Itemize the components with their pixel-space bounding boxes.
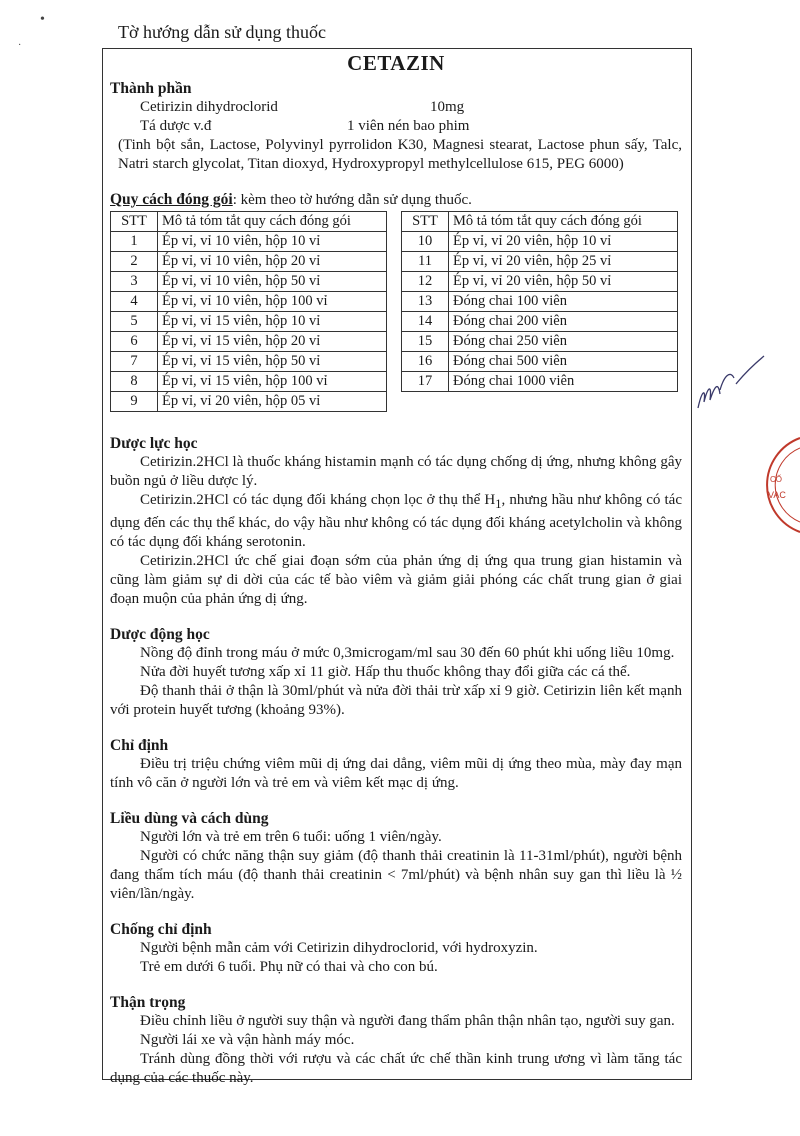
p2-text-a: Cetirizin.2HCl có tác dụng đối kháng chọn lọc ở thụ thể H — [140, 492, 496, 508]
dosage-section — [110, 809, 682, 904]
contraindications-section — [110, 920, 682, 977]
row-stt: 13 — [402, 292, 449, 312]
svg-text:CỐ: CỐ — [770, 475, 782, 484]
pharmacodynamics-section — [110, 434, 682, 609]
contraindications-p1: Người bệnh mẫn cảm với Cetirizin dihydroclorid, với hydroxyzin. — [140, 940, 538, 956]
row-desc: Đóng chai 1000 viên — [449, 372, 678, 392]
p2-subscript: 1 — [495, 497, 502, 511]
col-stt: STT — [111, 212, 158, 232]
table-row — [111, 392, 387, 412]
excipient-row — [110, 117, 682, 136]
indications-section — [110, 736, 682, 793]
table-row — [111, 332, 387, 352]
col-desc: Mô tả tóm tắt quy cách đóng gói — [449, 212, 678, 232]
precautions-p1: Điều chỉnh liều ở người suy thận và người đang thẩm phân thận nhân tạo, người suy gan. — [140, 1013, 675, 1029]
p2-text-b: , nhưng hầu như không có tác dụng đến các thụ thể khác, do vậy hầu như không có tác dụng đối kháng acetylcholin và không có tác dụng đối kháng serotonin. — [110, 492, 682, 550]
row-desc: Ép vỉ, vỉ 20 viên, hộp 50 vỉ — [449, 272, 678, 292]
table-row — [111, 352, 387, 372]
row-desc: Ép vỉ, vỉ 10 viên, hộp 10 vỉ — [158, 232, 387, 252]
active-name: Cetirizin dihydroclorid — [140, 99, 278, 115]
packaging-table-right — [401, 211, 678, 392]
table-row — [111, 232, 387, 252]
table-row — [111, 292, 387, 312]
row-stt: 10 — [402, 232, 449, 252]
table-row — [402, 272, 678, 292]
table-row — [402, 312, 678, 332]
table-row — [111, 252, 387, 272]
contraindications-p2: Trẻ em dưới 6 tuổi. Phụ nữ có thai và cho con bú. — [140, 959, 438, 975]
pharmacokinetics-p3: Độ thanh thải ở thận là 30ml/phút và nửa đời thải trừ xấp xỉ 9 giờ. Cetirizin liên kết mạnh với protein huyết tương (khoảng 93%). — [110, 683, 682, 718]
row-stt: 12 — [402, 272, 449, 292]
svg-text:VAC: VAC — [768, 490, 786, 500]
pharmacokinetics-heading: Dược động học — [110, 626, 210, 643]
table-row — [402, 332, 678, 352]
row-stt: 5 — [111, 312, 158, 332]
col-desc: Mô tả tóm tắt quy cách đóng gói — [158, 212, 387, 232]
table-row — [111, 312, 387, 332]
row-stt: 15 — [402, 332, 449, 352]
scan-dot: • — [40, 12, 45, 27]
active-amount: 10mg — [430, 99, 465, 115]
table-row — [402, 372, 678, 392]
packaging-heading: Quy cách đóng gói — [110, 191, 233, 208]
row-desc: Ép vỉ, vỉ 15 viên, hộp 10 vỉ — [158, 312, 387, 332]
stamp-icon — [748, 430, 800, 540]
pharmacodynamics-p3: Cetirizin.2HCl ức chế giai đoạn sớm của phản ứng dị ứng qua trung gian histamin và cũng làm giảm sự di dời của các tế bào viêm và giảm giải phóng các chất trung gian ở giai đoạn muộn của phản ứng dị ứng. — [110, 553, 682, 607]
table-row — [111, 272, 387, 292]
pharmacodynamics-p2 — [110, 491, 682, 552]
row-desc: Đóng chai 250 viên — [449, 332, 678, 352]
row-desc: Ép vỉ, vỉ 15 viên, hộp 20 vỉ — [158, 332, 387, 352]
row-desc: Ép vỉ, vỉ 10 viên, hộp 20 vỉ — [158, 252, 387, 272]
row-desc: Ép vỉ, vỉ 20 viên, hộp 05 vỉ — [158, 392, 387, 412]
row-stt: 16 — [402, 352, 449, 372]
packaging-heading-line — [110, 190, 682, 210]
table-row — [111, 372, 387, 392]
excipient-amount: 1 viên nén bao phim — [347, 118, 470, 134]
col-stt: STT — [402, 212, 449, 232]
active-row — [110, 98, 682, 117]
composition-section — [110, 79, 682, 174]
dosage-p1: Người lớn và trẻ em trên 6 tuổi: uống 1 viên/ngày. — [140, 829, 442, 845]
indications-heading: Chỉ định — [110, 737, 169, 754]
document-content — [110, 52, 682, 1088]
table-header-row — [402, 212, 678, 232]
pharmacokinetics-section — [110, 625, 682, 720]
row-desc: Ép vỉ, vỉ 15 viên, hộp 50 vỉ — [158, 352, 387, 372]
row-stt: 4 — [111, 292, 158, 312]
table-row — [402, 232, 678, 252]
packaging-section — [110, 190, 682, 412]
row-stt: 6 — [111, 332, 158, 352]
precautions-section — [110, 993, 682, 1088]
row-desc: Ép vỉ, vỉ 10 viên, hộp 100 vỉ — [158, 292, 387, 312]
precautions-p2: Người lái xe và vận hành máy móc. — [140, 1032, 355, 1048]
row-desc: Ép vỉ, vỉ 15 viên, hộp 100 vỉ — [158, 372, 387, 392]
row-stt: 7 — [111, 352, 158, 372]
row-stt: 2 — [111, 252, 158, 272]
contraindications-heading: Chống chỉ định — [110, 921, 212, 938]
table-row — [402, 352, 678, 372]
row-stt: 17 — [402, 372, 449, 392]
precautions-p3: Tránh dùng đồng thời với rượu và các chất ức chế thần kinh trung ương vì làm tăng tác dụng của các thuốc này. — [110, 1051, 682, 1086]
pharmacodynamics-p1: Cetirizin.2HCl là thuốc kháng histamin mạnh có tác dụng chống dị ứng, nhưng không gây buồn ngủ ở liều dược lý. — [110, 454, 682, 489]
dosage-heading: Liều dùng và cách dùng — [110, 810, 269, 827]
pharmacodynamics-heading: Dược lực học — [110, 435, 198, 452]
table-row — [402, 292, 678, 312]
handwritten-signature — [690, 350, 770, 420]
packaging-table-left — [110, 211, 387, 412]
row-stt: 8 — [111, 372, 158, 392]
row-desc: Đóng chai 100 viên — [449, 292, 678, 312]
row-stt: 3 — [111, 272, 158, 292]
row-desc: Đóng chai 500 viên — [449, 352, 678, 372]
row-desc: Ép vỉ, vỉ 10 viên, hộp 50 vỉ — [158, 272, 387, 292]
packaging-tables — [110, 211, 682, 412]
row-stt: 9 — [111, 392, 158, 412]
row-desc: Đóng chai 200 viên — [449, 312, 678, 332]
row-stt: 1 — [111, 232, 158, 252]
header-note: Tờ hướng dẫn sử dụng thuốc — [118, 22, 327, 42]
row-stt: 14 — [402, 312, 449, 332]
excipient-name: Tá dược v.đ — [140, 118, 212, 134]
row-stt: 11 — [402, 252, 449, 272]
row-desc: Ép vỉ, vỉ 20 viên, hộp 10 vỉ — [449, 232, 678, 252]
table-header-row — [111, 212, 387, 232]
indications-p1: Điều trị triệu chứng viêm mũi dị ứng dai dẳng, viêm mũi dị ứng theo mùa, mày đay mạn tính vô căn ở người lớn và trẻ em và viêm kết mạc dị ứng. — [110, 756, 682, 791]
pharmacokinetics-p2: Nửa đời huyết tương xấp xỉ 11 giờ. Hấp thu thuốc không thay đổi giữa các cá thể. — [140, 664, 631, 680]
dosage-p2: Người có chức năng thận suy giảm (độ thanh thải creatinin là 11-31ml/phút), người bệnh đang thẩm tích máu (độ thanh thải creatinin < 7ml/phút) và bệnh nhân suy gan thì liều là ½ viên/lần/ngày. — [110, 848, 682, 902]
excipient-list: (Tinh bột sắn, Lactose, Polyvinyl pyrrolidon K30, Magnesi stearat, Lactose phun sấy, Talc, Natri starch glycolat, Titan dioxyd, Hydroxypropyl methylcellulose 615, PEG 6000) — [118, 137, 682, 172]
table-row — [402, 252, 678, 272]
pharmacokinetics-p1: Nồng độ đỉnh trong máu ở mức 0,3microgam/ml sau 30 đến 60 phút khi uống liều 10mg. — [140, 645, 675, 661]
row-desc: Ép vỉ, vỉ 20 viên, hộp 25 vỉ — [449, 252, 678, 272]
scan-dot: · — [18, 40, 22, 51]
precautions-heading: Thận trọng — [110, 994, 186, 1011]
product-title: CETAZIN — [347, 51, 445, 75]
composition-heading: Thành phần — [110, 80, 192, 97]
packaging-heading-suffix: : kèm theo tờ hướng dẫn sử dụng thuốc. — [232, 192, 472, 208]
